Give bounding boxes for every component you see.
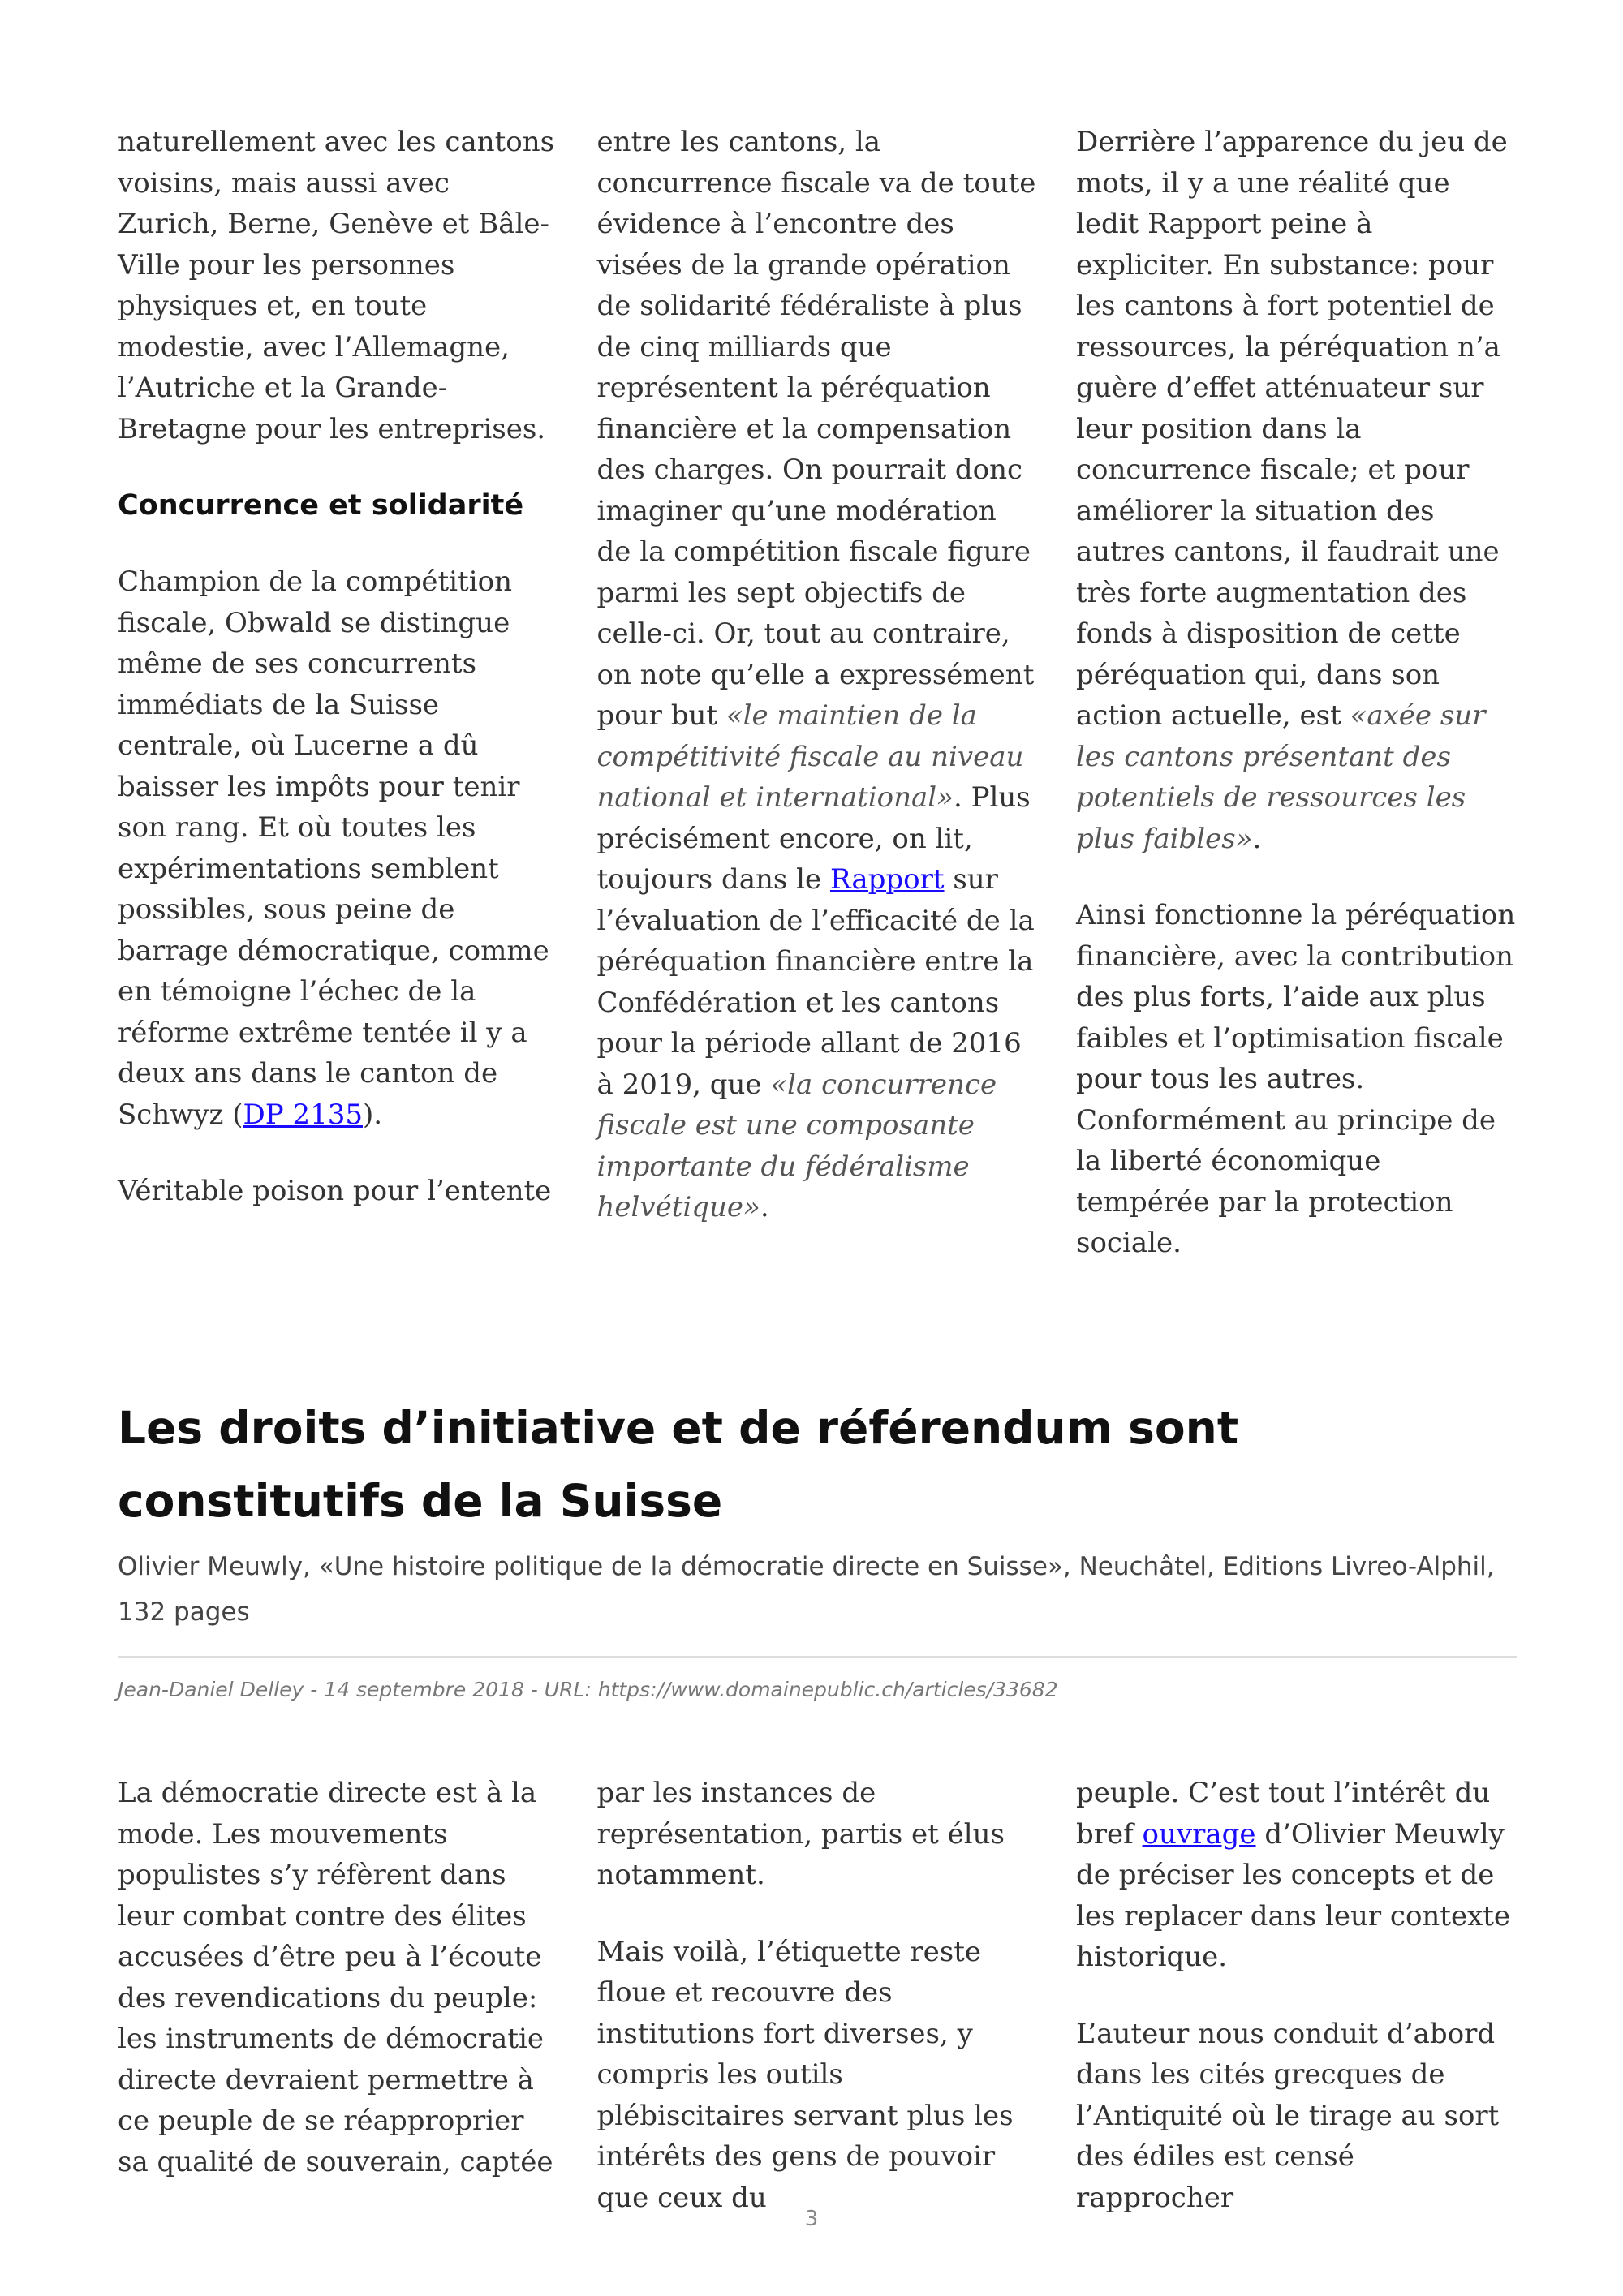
paragraph-text: d’Olivier Meuwly de préciser les concepts et de les replacer dans leur contexte historique. <box>1076 1817 1511 1973</box>
paragraph: L’auteur nous conduit d’abord dans les cités grecques de l’Antiquité où le tirage au sort des édiles est censé rapprocher <box>1076 2017 1500 2214</box>
dp-2135-link[interactable]: DP 2135 <box>243 1098 364 1131</box>
rapport-link[interactable]: Rapport <box>829 863 945 896</box>
paragraph-text: ). <box>363 1098 383 1131</box>
top-column-3 <box>1076 122 1517 1264</box>
paragraph-text: . Plus précisément encore, on lit, toujours dans le <box>596 781 1031 896</box>
paragraph: La démocratie directe est à la mode. Les mouvements populistes s’y réfèrent dans leur combat contre des élites accusées d’être peu à l’écoute des revendications du peuple: les instruments de démocratie directe devraient permettre à ce peuple de se réapproprier sa qualité de souverain, captée <box>118 1777 553 2178</box>
paragraph-text: entre les cantons, la concurrence fiscale va de toute évidence à l’encontre des visées de la grande opération de solidarité fédéraliste à plus de cinq milliards que représentent la péréquation financière et la compensation des charges. On pourrait donc imaginer qu’une modération de la compétition fiscale figure parmi les sept objectifs de celle-ci. Or, tout au contraire, on note qu’elle a expressément pour but <box>596 126 1036 732</box>
article-column-3 <box>1076 1773 1517 2218</box>
paragraph <box>118 561 558 1135</box>
section-subheading: Concurrence et solidarité <box>118 489 524 522</box>
paragraph-text: Champion de la compétition fiscale, Obwald se distingue même de ses concurrents immédiats de la Suisse centrale, où Lucerne a dû baisser les impôts pour tenir son rang. Et où toutes les expérimentations semblent possibles, sous peine de barrage démocratique, comme en témoigne l’échec de la réforme extrême tentée il y a deux ans dans le canton de Schwyz ( <box>118 565 549 1131</box>
paragraph: Véritable poison pour l’entente <box>118 1175 552 1207</box>
top-column-1 <box>118 122 558 1264</box>
paragraph: Ainsi fonctionne la péréquation financière, avec la contribution des plus forts, l’aide aux plus faibles et l’optimisation fiscale pour tous les autres. Conformément au principe de la liberté économique tempérée par la protection sociale. <box>1076 899 1516 1259</box>
article-title: Les droits d’initiative et de référendum sont constitutifs de la Suisse <box>118 1402 1239 1527</box>
paragraph: naturellement avec les cantons voisins, mais aussi avec Zurich, Berne, Genève et Bâle-Ville pour les personnes physiques et, en toute modestie, avec l’Allemagne, l’Autriche et la Grande-Bretagne pour les entreprises. <box>118 126 555 445</box>
article-column-2 <box>597 1773 1038 2218</box>
article-columns <box>118 1773 1517 2218</box>
paragraph <box>597 122 1038 1228</box>
paragraph-text: . <box>760 1191 769 1223</box>
article-subtitle: Olivier Meuwly, «Une histoire politique de la démocratie directe en Suisse», Neuchâtel, Editions Livreo-Alphil, 132 pages <box>118 1552 1495 1627</box>
paragraph-text: sur l’évaluation de l’efficacité de la péréquation financière entre la Confédération et les cantons pour la période allant de 2016 à 2019, que <box>596 863 1035 1101</box>
paragraph-text: Derrière l’apparence du jeu de mots, il y a une réalité que ledit Rapport peine à expliciter. En substance: pour les cantons à fort potentiel de ressources, la péréquation n’a guère d’effet atténuateur sur leur position dans la concurrence fiscale; et pour améliorer la situation des autres cantons, il faudrait une très forte augmentation des fonds à disposition de cette péréquation qui, dans son action actuelle, est <box>1076 126 1508 732</box>
ouvrage-link[interactable]: ouvrage <box>1142 1817 1256 1851</box>
article-column-1 <box>118 1773 558 2218</box>
paragraph <box>1076 1773 1517 1978</box>
article-meta: Jean-Daniel Delley - 14 septembre 2018 - URL: https://www.domainepublic.ch/articles/33682 <box>118 1678 1058 1701</box>
paragraph: par les instances de représentation, partis et élus notamment. <box>596 1777 1005 1891</box>
top-article-columns <box>118 122 1517 1264</box>
page-number: 3 <box>804 2207 819 2231</box>
top-column-2 <box>597 122 1038 1264</box>
divider <box>118 1656 1517 1658</box>
paragraph-text: . <box>1252 822 1262 855</box>
article-header <box>118 1391 1517 1705</box>
paragraph-text: peuple. C’est tout l’intérêt du bref <box>1076 1777 1491 1851</box>
paragraph: Mais voilà, l’étiquette reste floue et recouvre des institutions fort diverses, y compris les outils plébiscitaires servant plus les intérêts des gens de pouvoir que ceux du <box>596 1935 1014 2214</box>
quotation: «la concurrence fiscale est une composante importante du fédéralisme helvétique» <box>596 1068 997 1223</box>
quotation: «le maintien de la compétitivité fiscale au niveau national et international» <box>596 699 1024 814</box>
quotation: «axée sur les cantons présentant des potentiels de ressources les plus faibles» <box>1076 699 1486 855</box>
paragraph <box>1076 122 1517 859</box>
